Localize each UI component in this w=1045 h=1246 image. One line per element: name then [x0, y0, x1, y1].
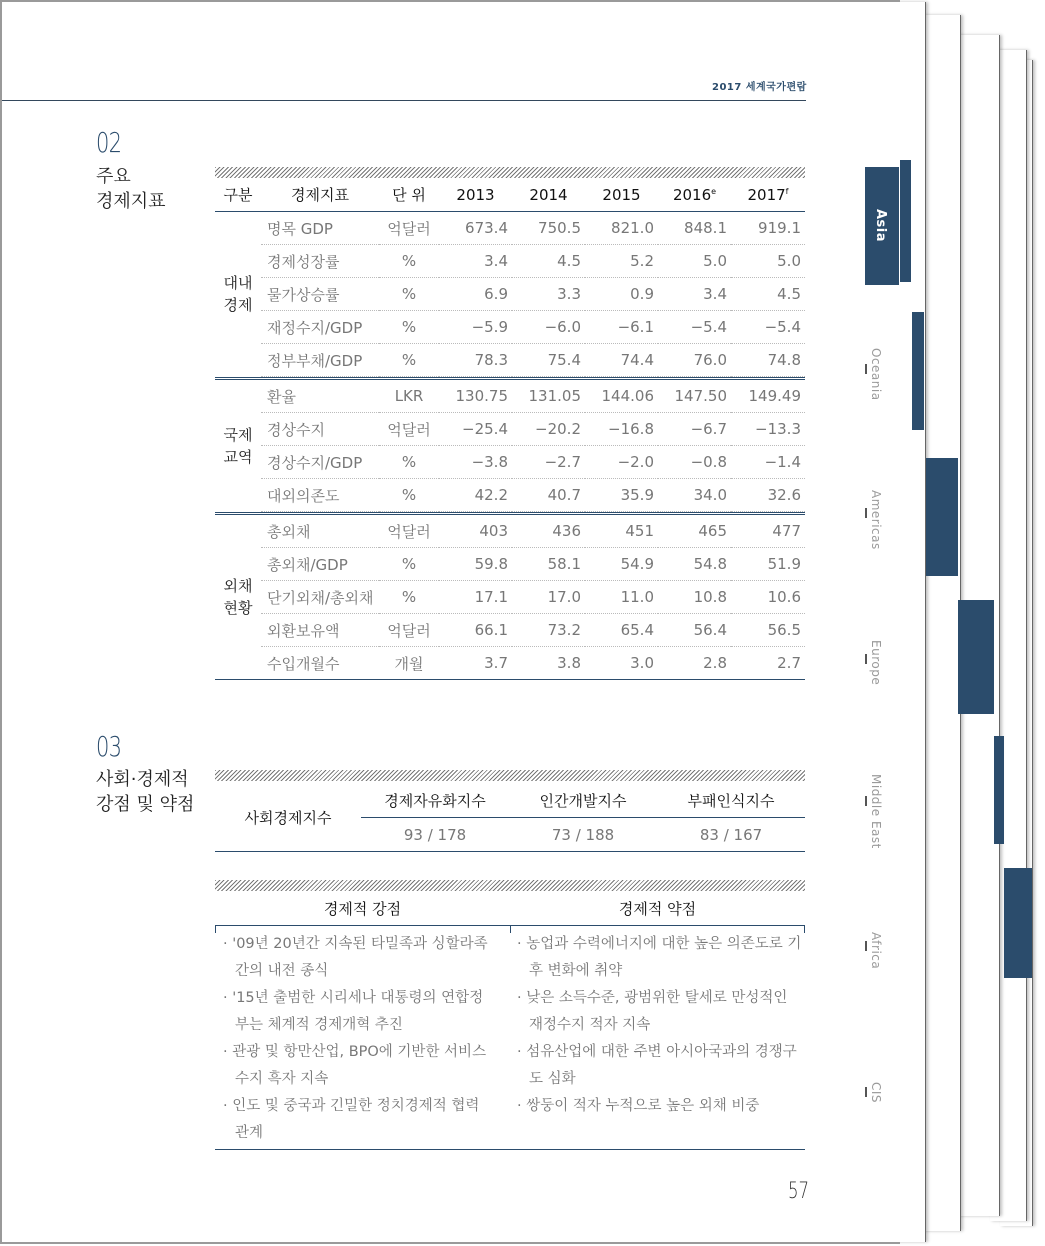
tab-marker	[865, 508, 867, 518]
index-value: 73 / 188	[509, 818, 657, 852]
section-title	[96, 767, 194, 817]
value-cell: −2.0	[585, 446, 658, 479]
unit-cell: %	[379, 278, 439, 311]
side-tab-label: Africa	[869, 932, 883, 970]
strengths-list	[219, 931, 489, 1147]
value-cell: 58.1	[512, 548, 585, 581]
value-cell: −6.1	[585, 311, 658, 344]
edge-tab-mark	[926, 458, 958, 576]
value-cell: 403	[439, 514, 512, 548]
table-row	[215, 446, 805, 479]
value-cell: 5.0	[731, 245, 805, 278]
table-row	[215, 245, 805, 278]
side-tab-middle-east[interactable]	[865, 766, 899, 886]
section-title-line: 강점 및 약점	[96, 794, 195, 815]
index-header-row	[215, 784, 805, 818]
column-header: 2015	[585, 178, 658, 212]
side-tab-oceania[interactable]	[865, 340, 899, 450]
value-cell: 59.8	[439, 548, 512, 581]
column-header: 경제지표	[261, 178, 379, 212]
index-header: 경제자유화지수	[361, 784, 509, 818]
section-number: 03	[96, 730, 122, 763]
section-number: 02	[96, 126, 122, 159]
table-row	[215, 278, 805, 311]
indicator-cell: 환율	[261, 379, 379, 413]
value-cell: 3.4	[658, 278, 731, 311]
side-tab-cis[interactable]	[865, 1074, 899, 1134]
index-header: 부패인식지수	[657, 784, 805, 818]
value-cell: 17.0	[512, 581, 585, 614]
value-cell: 10.6	[731, 581, 805, 614]
side-tab-americas[interactable]	[865, 482, 899, 592]
value-cell: 3.0	[585, 647, 658, 680]
value-cell: 3.8	[512, 647, 585, 680]
value-cell: 6.9	[439, 278, 512, 311]
category-cell	[215, 212, 261, 377]
table-row	[215, 614, 805, 647]
indicator-cell: 경상수지	[261, 413, 379, 446]
indicator-cell: 경제성장률	[261, 245, 379, 278]
edge-tab-mark	[994, 736, 1004, 844]
index-header: 인간개발지수	[509, 784, 657, 818]
section-title-line: 주요	[96, 166, 131, 187]
indicator-cell: 외환보유액	[261, 614, 379, 647]
strengths-bottom-rule	[215, 1149, 805, 1150]
section-title	[96, 164, 166, 214]
list-item: · '15년 출범한 시리세나 대통령의 연합정부는 체계적 경제개혁 추진	[223, 990, 484, 1033]
unit-cell: %	[379, 311, 439, 344]
economic-indicators-table	[215, 178, 805, 680]
value-cell: 477	[731, 514, 805, 548]
side-tab-africa[interactable]	[865, 924, 899, 1024]
value-cell: −2.7	[512, 446, 585, 479]
unit-cell: %	[379, 446, 439, 479]
value-cell: 74.4	[585, 344, 658, 377]
value-cell: 78.3	[439, 344, 512, 377]
value-cell: 40.7	[512, 479, 585, 512]
side-tab-label: Europe	[869, 640, 883, 686]
value-cell: −5.4	[731, 311, 805, 344]
value-cell: −6.7	[658, 413, 731, 446]
value-cell: 465	[658, 514, 731, 548]
column-header: 2013	[439, 178, 512, 212]
column-header: 2017$^f$	[731, 178, 805, 212]
value-cell: 32.6	[731, 479, 805, 512]
unit-cell: %	[379, 245, 439, 278]
value-cell: 919.1	[731, 212, 805, 245]
hatch-bar	[215, 880, 805, 891]
indicator-cell: 총외채/GDP	[261, 548, 379, 581]
value-cell: −6.0	[512, 311, 585, 344]
value-cell: 750.5	[512, 212, 585, 245]
indicator-cell: 대외의존도	[261, 479, 379, 512]
indicator-cell: 정부부채/GDP	[261, 344, 379, 377]
value-cell: 130.75	[439, 379, 512, 413]
table-row	[215, 548, 805, 581]
tab-marker	[865, 941, 867, 951]
value-cell: 5.2	[585, 245, 658, 278]
value-cell: 451	[585, 514, 658, 548]
index-value: 83 / 167	[657, 818, 805, 852]
indicator-cell: 명목 GDP	[261, 212, 379, 245]
table-row	[215, 212, 805, 245]
indicator-cell: 재정수지/GDP	[261, 311, 379, 344]
list-item: · 인도 및 중국과 긴밀한 정치경제적 협력관계	[223, 1098, 480, 1141]
column-header: 단 위	[379, 178, 439, 212]
value-cell: 821.0	[585, 212, 658, 245]
value-cell: −0.8	[658, 446, 731, 479]
value-cell: 75.4	[512, 344, 585, 377]
value-cell: 74.8	[731, 344, 805, 377]
value-cell: 76.0	[658, 344, 731, 377]
edge-tab-mark	[912, 312, 924, 430]
tab-marker	[865, 796, 867, 806]
list-item: · 낮은 소득수준, 광범위한 탈세로 만성적인 재정수지 적자 지속	[517, 990, 788, 1033]
category-line: 현황	[223, 599, 253, 617]
edge-tab-mark	[958, 600, 994, 714]
list-item: · 섬유산업에 대한 주변 아시아국과의 경쟁구도 심화	[517, 1044, 797, 1087]
section-title-line: 사회·경제적	[96, 769, 189, 790]
category-line: 교역	[223, 447, 253, 466]
header-rule	[2, 100, 806, 101]
value-cell: 149.49	[731, 379, 805, 413]
value-cell: 436	[512, 514, 585, 548]
value-cell: 11.0	[585, 581, 658, 614]
unit-cell: 억달러	[379, 614, 439, 647]
list-item: · '09년 20년간 지속된 타밀족과 싱할라족간의 내전 종식	[223, 936, 488, 979]
value-cell: 673.4	[439, 212, 512, 245]
rule-tick	[510, 925, 511, 933]
value-cell: 17.1	[439, 581, 512, 614]
list-item: · 농업과 수력에너지에 대한 높은 의존도로 기후 변화에 취약	[517, 936, 802, 979]
category-line: 국제	[223, 425, 253, 444]
page-edge	[920, 15, 961, 1231]
side-tab-label: CIS	[869, 1082, 883, 1104]
unit-cell: %	[379, 479, 439, 512]
unit-cell: LKR	[379, 379, 439, 413]
edge-tab-mark	[1004, 868, 1032, 978]
side-tab-asia[interactable]	[865, 167, 899, 285]
table-row	[215, 413, 805, 446]
value-cell: 3.7	[439, 647, 512, 680]
unit-cell: %	[379, 548, 439, 581]
value-cell: −3.8	[439, 446, 512, 479]
side-tab-label: Americas	[869, 490, 883, 550]
value-cell: 54.8	[658, 548, 731, 581]
table-body	[215, 212, 805, 680]
page-number: 57	[788, 1179, 809, 1204]
value-cell: −13.3	[731, 413, 805, 446]
side-tab-label: Asia	[873, 209, 888, 243]
indicator-cell: 수입개월수	[261, 647, 379, 680]
weaknesses-title: 경제적 약점	[618, 900, 697, 918]
value-cell: 42.2	[439, 479, 512, 512]
column-header: 2016e	[658, 178, 731, 212]
category-cell	[215, 379, 261, 512]
value-cell: 56.5	[731, 614, 805, 647]
table-row	[215, 379, 805, 413]
value-cell: 131.05	[512, 379, 585, 413]
weaknesses-list	[513, 931, 805, 1120]
side-tab-label: Oceania	[869, 348, 883, 401]
unit-cell: 억달러	[379, 212, 439, 245]
unit-cell: 억달러	[379, 413, 439, 446]
value-cell: 5.0	[658, 245, 731, 278]
value-cell: 144.06	[585, 379, 658, 413]
category-cell	[215, 514, 261, 680]
hatch-bar	[215, 167, 805, 178]
rule-tick	[215, 925, 216, 933]
side-tab-europe[interactable]	[865, 632, 899, 732]
value-cell: 4.5	[731, 278, 805, 311]
value-cell: 2.8	[658, 647, 731, 680]
table-header-row	[215, 178, 805, 212]
table-row	[215, 344, 805, 377]
index-row-label: 사회경제지수	[215, 784, 361, 852]
value-cell: 0.9	[585, 278, 658, 311]
unit-cell: 개월	[379, 647, 439, 680]
index-value: 93 / 178	[361, 818, 509, 852]
side-tab-label: Middle East	[869, 774, 883, 849]
value-cell: 54.9	[585, 548, 658, 581]
table-row	[215, 581, 805, 614]
strengths-title: 경제적 강점	[323, 900, 402, 918]
value-cell: 66.1	[439, 614, 512, 647]
unit-cell: %	[379, 344, 439, 377]
indicator-cell: 물가상승률	[261, 278, 379, 311]
tab-marker	[865, 1087, 867, 1097]
value-cell: 848.1	[658, 212, 731, 245]
value-cell: 65.4	[585, 614, 658, 647]
indicator-cell: 총외채	[261, 514, 379, 548]
category-line: 대내	[223, 274, 253, 293]
value-cell: 73.2	[512, 614, 585, 647]
tab-marker	[865, 654, 867, 664]
list-item: · 관광 및 항만산업, BPO에 기반한 서비스수지 흑자 지속	[223, 1044, 487, 1087]
hatch-bar	[215, 770, 805, 781]
section-title-line: 경제지표	[96, 191, 166, 212]
column-header: 구분	[215, 178, 261, 212]
category-line: 경제	[223, 296, 253, 315]
tab-marker	[865, 364, 867, 374]
column-header: 2014	[512, 178, 585, 212]
value-cell: 4.5	[512, 245, 585, 278]
value-cell: 2.7	[731, 647, 805, 680]
value-cell: 35.9	[585, 479, 658, 512]
value-cell: −5.9	[439, 311, 512, 344]
value-cell: −25.4	[439, 413, 512, 446]
value-cell: 3.4	[439, 245, 512, 278]
value-cell: −1.4	[731, 446, 805, 479]
value-cell: 34.0	[658, 479, 731, 512]
book-title: 2017 세계국가편람	[712, 82, 807, 93]
category-line: 외채	[223, 577, 253, 595]
table-row	[215, 514, 805, 548]
table-row	[215, 479, 805, 512]
value-cell: −16.8	[585, 413, 658, 446]
value-cell: 3.3	[512, 278, 585, 311]
value-cell: 51.9	[731, 548, 805, 581]
value-cell: −20.2	[512, 413, 585, 446]
socioeconomic-index-table	[215, 784, 805, 852]
value-cell: 56.4	[658, 614, 731, 647]
indicator-cell: 경상수지/GDP	[261, 446, 379, 479]
unit-cell: %	[379, 581, 439, 614]
value-cell: −5.4	[658, 311, 731, 344]
list-item: · 쌍둥이 적자 누적으로 높은 외채 비중	[517, 1098, 760, 1114]
table-row	[215, 647, 805, 680]
value-cell: 10.8	[658, 581, 731, 614]
unit-cell: 억달러	[379, 514, 439, 548]
value-cell: 147.50	[658, 379, 731, 413]
table-row	[215, 311, 805, 344]
indicator-cell: 단기외채/총외채	[261, 581, 379, 614]
